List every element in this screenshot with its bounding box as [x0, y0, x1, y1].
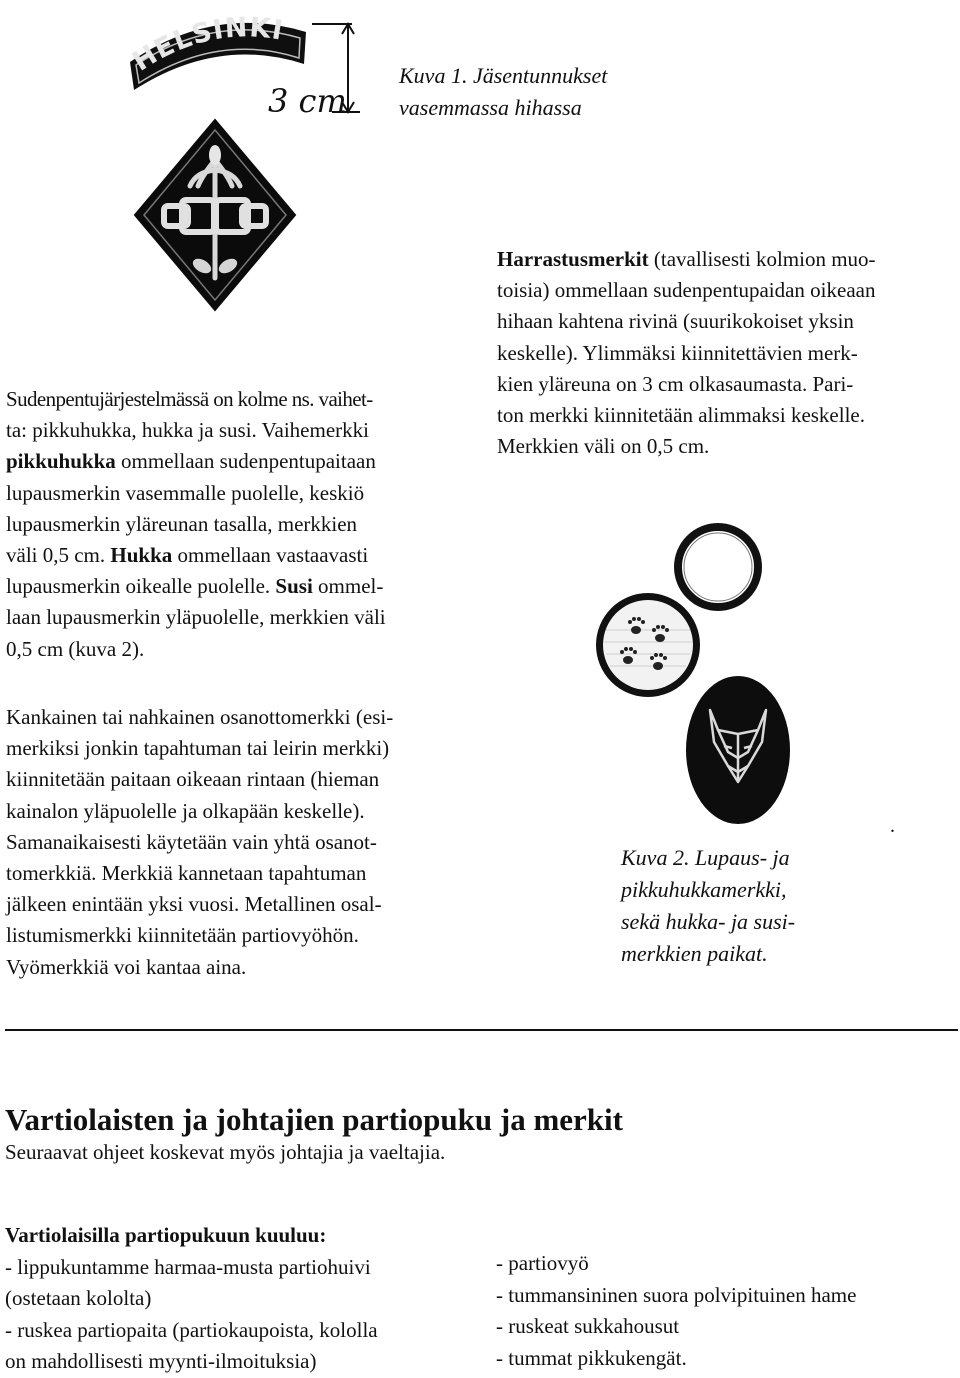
para2-line8: listumismerkki kiinnitetään partiovyöhön. [6, 923, 359, 948]
para1-line6-pre: väli 0,5 cm. [6, 543, 111, 568]
promise-diamond-badge [135, 120, 295, 310]
para1-line6 [6, 540, 466, 571]
right-line2: toisia) ommellaan sudenpentupaidan oikeaan [497, 278, 876, 303]
para1-line9: 0,5 cm (kuva 2). [6, 636, 145, 661]
uniform-left-item: - lippukuntamme harmaa-musta partiohuivi [5, 1254, 371, 1279]
para1-line7-rest: ommel- [312, 574, 384, 599]
section-divider [5, 1029, 958, 1031]
figure2-caption-line4: merkkien paikat. [621, 941, 768, 966]
para2-line1: Kankainen tai nahkainen osanottomerkki (esi- [6, 705, 394, 729]
term-hukka: Hukka [110, 543, 173, 568]
figure2-caption [621, 842, 941, 970]
figure1-illustration [120, 10, 370, 350]
uniform-left-column [5, 1220, 475, 1378]
uniform-left-item: - ruskea partiopaita (partiokaupoista, kololla [5, 1317, 378, 1342]
figure2-illustration [578, 520, 818, 850]
term-harrastusmerkit: Harrastusmerkit [497, 247, 649, 271]
para1-line8: laan lupausmerkin yläpuolelle, merkkien väli [6, 605, 386, 630]
measure-label: 3 cm [268, 82, 347, 120]
figure1-caption [399, 60, 699, 124]
para1-line6-rest: ommellaan vastaavasti [172, 543, 369, 568]
para2-line9: Vyömerkkiä voi kantaa aina. [6, 954, 247, 979]
section-subtitle: Seuraavat ohjeet koskevat myös johtajia ja vaeltajia. [5, 1140, 446, 1164]
figure1-caption-line2: vasemmassa hihassa [399, 95, 582, 120]
para1-line5: lupausmerkin yläreunan tasalla, merkkien [6, 511, 358, 536]
right-line7: Merkkien väli on 0,5 cm. [497, 434, 710, 459]
para1-line2: ta: pikkuhukka, hukka ja susi. Vaihemerkki [6, 418, 369, 443]
para1-line3-rest: ommellaan sudenpentupaitaan [115, 449, 376, 474]
figure2-caption-line1: Kuva 2. Lupaus- ja [621, 845, 790, 870]
uniform-left-item: (ostetaan kololta) [5, 1286, 152, 1310]
term-susi: Susi [275, 574, 313, 599]
para2-line3: kiinnitetään paitaan oikeaan rintaan (hieman [6, 767, 380, 792]
wolfcub-stages-paragraph [6, 384, 466, 665]
participation-badge-paragraph [6, 702, 466, 983]
uniform-right-item: - partiovyö [496, 1251, 589, 1275]
para2-line4: kainalon yläpuolelle ja olkapään keskelle). [6, 798, 365, 823]
figure2-dot: . [890, 815, 895, 837]
figure2-caption-line2: pikkuhukkamerkki, [621, 877, 787, 902]
para1-line4: lupausmerkin vasemmalle puolelle, keskiö [6, 480, 365, 505]
para1-line7-pre: lupausmerkin oikealle puolelle. [6, 574, 276, 599]
susi-wolf-badge [686, 676, 790, 824]
helsinki-arc-text: HELSINKI [127, 12, 286, 78]
uniform-right-item: - tummansininen suora polvipituinen hame [496, 1282, 857, 1307]
right-line4: keskelle). Ylimmäksi kiinnitettävien merk- [497, 340, 858, 365]
pikkuhukka-pawprint-badge [596, 593, 700, 697]
figure2-caption-line3: sekä hukka- ja susi- [621, 909, 796, 934]
hobby-badges-paragraph [497, 244, 957, 462]
para2-line6: tomerkkiä. Merkkiä kannetaan tapahtuman [6, 861, 367, 886]
right-line5: kien yläreuna on 3 cm olkasaumasta. Pari- [497, 371, 854, 396]
uniform-heading: Vartiolaisilla partiopukuun kuuluu: [5, 1223, 327, 1247]
uniform-right-item: - ruskeat sukkahousut [496, 1314, 680, 1338]
helsinki-arc-badge [127, 12, 306, 90]
para2-line2: merkiksi jonkin tapahtuman tai leirin merkki) [6, 736, 390, 761]
term-pikkuhukka: pikkuhukka [6, 449, 116, 474]
para1-line1: Sudenpentujärjestelmässä on kolme ns. vaihet- [6, 387, 373, 411]
para1-line7 [6, 571, 466, 602]
uniform-right-item: - tummat pikkukengät. [496, 1345, 687, 1370]
right-line1-rest: (tavallisesti kolmion muo- [648, 247, 876, 271]
right-line3: hihaan kahtena rivinä (suurikokoiset yksin [497, 309, 854, 334]
right-line6: ton merkki kiinnitetään alimmaksi keskelle. [497, 403, 865, 428]
para2-line5: Samanaikaisesti käytetään vain yhtä osanot- [6, 829, 377, 854]
para1-line3 [6, 446, 466, 477]
uniform-left-item: on mahdollisesti myynti-ilmoituksia) [5, 1349, 317, 1373]
section-title: Vartiolaisten ja johtajien partiopuku ja merkit [5, 1102, 623, 1137]
right-line1 [497, 244, 957, 275]
section-header [5, 1102, 955, 1166]
promise-round-badge [678, 527, 758, 607]
figure1-caption-line1: Kuva 1. Jäsentunnukset [399, 63, 608, 88]
uniform-right-column [496, 1248, 956, 1374]
para2-line7: jälkeen enintään yksi vuosi. Metallinen osal- [6, 892, 382, 917]
